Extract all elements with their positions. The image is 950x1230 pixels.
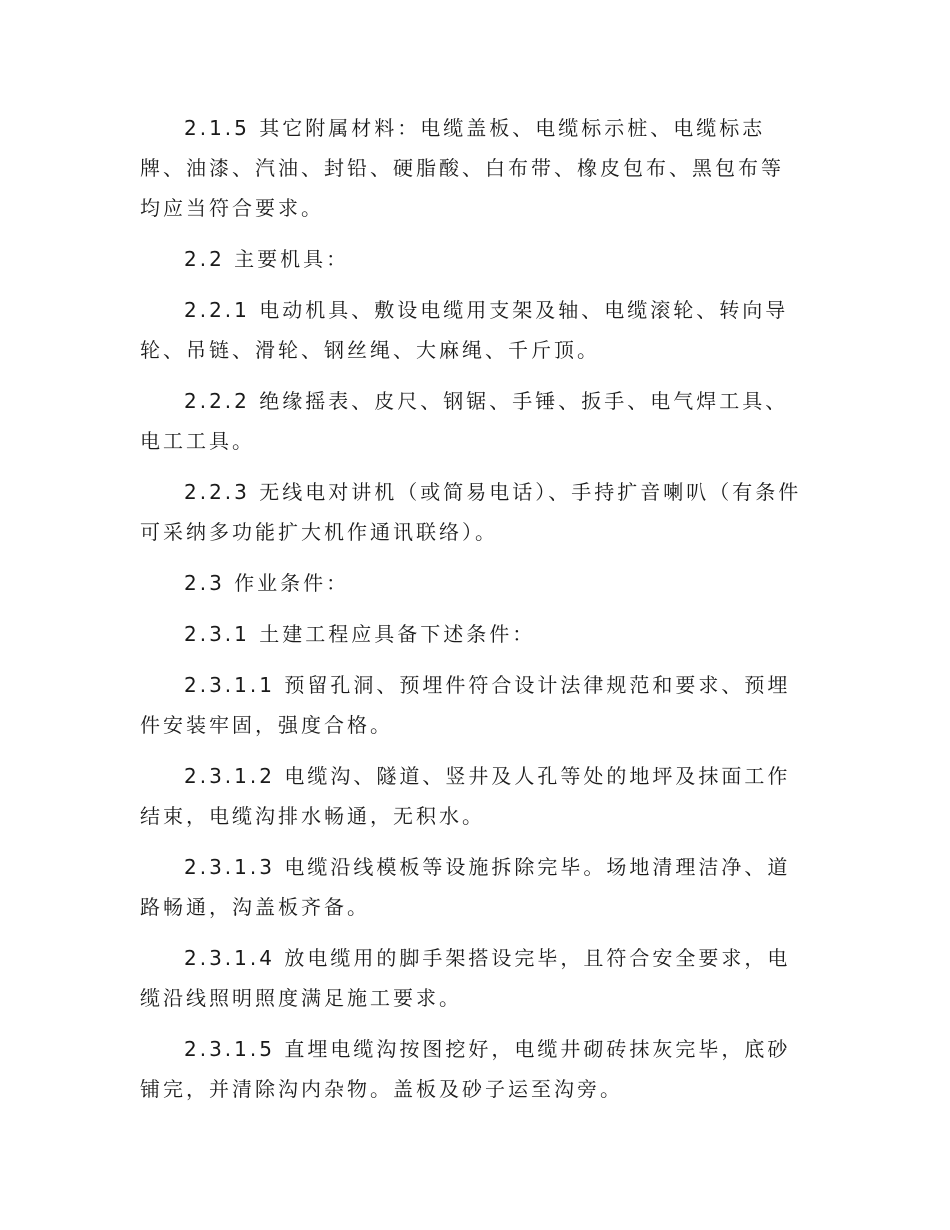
- paragraph-2-3-1-5: 2.3.1.5 直埋电缆沟按图挖好，电缆井砌砖抹灰完毕，底砂铺完，并清除沟内杂物。盖板及砂子运至沟旁。: [140, 1037, 791, 1101]
- paragraph-2-1-5: 2.1.5 其它附属材料：电缆盖板、电缆标示桩、电缆标志牌、油漆、汽油、封铅、硬脂酸、白布带、橡皮包布、黑包布等均应当符合要求。: [140, 116, 784, 220]
- paragraph-2-2-1: 2.2.1 电动机具、敷设电缆用支架及轴、电缆滚轮、转向导轮、吊链、滑轮、钢丝绳、大麻绳、千斤顶。: [140, 298, 789, 362]
- paragraph-2-3-1-2: 2.3.1.2 电缆沟、隧道、竖井及人孔等处的地坪及抹面工作结束，电缆沟排水畅通，无积水。: [140, 764, 791, 828]
- document-body: [140, 108, 805, 1120]
- paragraph-2-2-2: 2.2.2 绝缘摇表、皮尺、钢锯、手锤、扳手、电气焊工具、电工工具。: [140, 389, 789, 453]
- paragraph-2-3-1-1: 2.3.1.1 预留孔洞、预埋件符合设计法律规范和要求、预埋件安装牢固，强度合格。: [140, 673, 791, 737]
- paragraph-2-3-1-4: 2.3.1.4 放电缆用的脚手架搭设完毕，且符合安全要求，电缆沿线照明照度满足施工要求。: [140, 946, 791, 1010]
- paragraph-2-3-1: 2.3.1 土建工程应具备下述条件：: [184, 622, 536, 646]
- heading-2-2-main-tools: 2.2 主要机具：: [184, 247, 350, 271]
- paragraph-2-3-1-3: 2.3.1.3 电缆沿线模板等设施拆除完毕。场地清理洁净、道路畅通，沟盖板齐备。: [140, 855, 791, 919]
- paragraph-2-2-3: 2.2.3 无线电对讲机（或简易电话）、手持扩音喇叭（有条件可采纳多功能扩大机作通讯联络）。: [140, 480, 802, 544]
- heading-2-3-work-conditions: 2.3 作业条件：: [184, 571, 350, 595]
